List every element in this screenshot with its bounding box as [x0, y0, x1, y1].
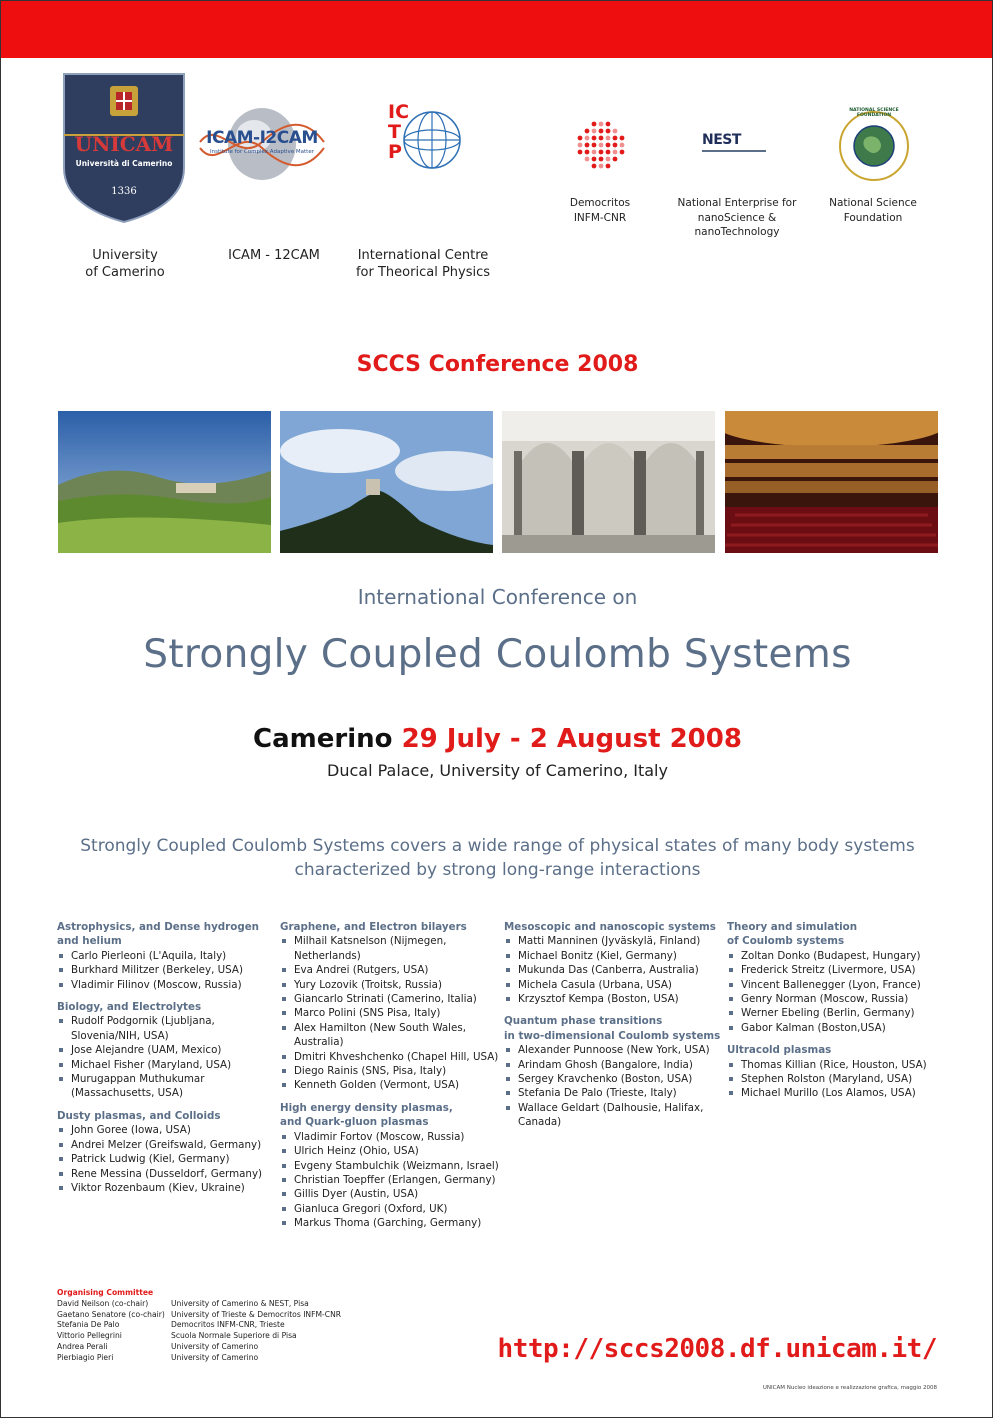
nest-logo-text: NEST	[702, 132, 741, 148]
speaker-item: Rene Messina (Dusseldorf, Germany)	[57, 1167, 282, 1181]
speaker-item: Dmitri Khveshchenko (Chapel Hill, USA)	[280, 1050, 505, 1064]
speaker-item: Vladimir Filinov (Moscow, Russia)	[57, 978, 282, 992]
topic-title: Dusty plasmas, and Colloids	[57, 1109, 221, 1122]
democritos-dot	[578, 136, 583, 141]
committee-name: David Neilson (co-chair)	[57, 1298, 149, 1308]
icam-caption: ICAM - 12CAM	[228, 248, 320, 263]
topic-title: Mesoscopic and nanoscopic systems	[504, 921, 716, 933]
city: Camerino	[253, 724, 393, 754]
speaker-item: Vincent Ballenegger (Lyon, France)	[727, 978, 952, 992]
speakers-column-3	[504, 920, 729, 1130]
speaker-item: Michael Murillo (Los Alamos, USA)	[727, 1086, 952, 1100]
speaker-item: Michela Casula (Urbana, USA)	[504, 978, 729, 992]
unicam-logo	[62, 72, 186, 224]
speaker-item: Giancarlo Strinati (Camerino, Italia)	[280, 992, 505, 1006]
democritos-caption: Democritos INFM-CNR	[569, 197, 631, 224]
speaker-item: Michael Fisher (Maryland, USA)	[57, 1058, 282, 1072]
top-red-band	[1, 1, 992, 58]
democritos-dot	[599, 122, 604, 127]
nest-logo	[702, 132, 770, 156]
speaker-item: Thomas Killian (Rice, Houston, USA)	[727, 1058, 952, 1072]
democritos-dot	[599, 136, 604, 141]
speaker-item: Marco Polini (SNS Pisa, Italy)	[280, 1006, 505, 1020]
speaker-item: Matti Manninen (Jyväskylä, Finland)	[504, 934, 729, 948]
democritos-dot	[620, 143, 625, 148]
topic-title: Biology, and Electrolytes	[57, 1001, 202, 1014]
democritos-dot	[613, 136, 618, 141]
democritos-dot	[613, 129, 618, 134]
committee-row	[57, 1320, 341, 1331]
committee-name: Gaetano Senatore (co-chair)	[57, 1309, 165, 1319]
ictp-caption: International Centre for Theorical Physics	[355, 248, 491, 280]
ictp-logo-text: ICTP	[388, 101, 410, 163]
speaker-list	[57, 1123, 282, 1195]
democritos-dot	[592, 136, 597, 141]
democritos-dot	[599, 157, 604, 162]
democritos-dot	[585, 136, 590, 141]
photo-theatre	[725, 411, 938, 553]
unicam-caption: University of Camerino	[85, 248, 165, 280]
organising-title: Organising Committee	[57, 1288, 154, 1297]
icam-logo-text: ICAM-I2CAM	[206, 128, 318, 148]
democritos-dot	[613, 150, 618, 155]
committee-name: Andrea Perali	[57, 1341, 108, 1351]
conference-tag: SCCS Conference 2008	[356, 352, 639, 377]
democritos-dot	[606, 143, 611, 148]
democritos-dot	[599, 143, 604, 148]
speaker-item: Sergey Kravchenko (Boston, USA)	[504, 1072, 729, 1086]
committee-name: Stefania De Palo	[57, 1320, 120, 1330]
nest-logo-underline	[702, 150, 766, 152]
democritos-dot	[592, 157, 597, 162]
democritos-dot	[606, 157, 611, 162]
nsf-caption: National Science Foundation	[829, 197, 917, 224]
democritos-dot	[585, 157, 590, 162]
democritos-dot	[613, 157, 618, 162]
speaker-list	[727, 1058, 952, 1101]
topic-title: Quantum phase transitions in two-dimensional Coulomb systems	[504, 1015, 721, 1042]
committee-affiliation: Scuola Normale Superiore di Pisa	[171, 1331, 297, 1341]
design-credit: UNICAM Nucleo ideazione e realizzazione grafica, maggio 2008	[762, 1385, 937, 1391]
nsf-logo	[838, 110, 910, 182]
speaker-item: Gabor Kalman (Boston,USA)	[727, 1021, 952, 1035]
speaker-item: John Goree (Iowa, USA)	[57, 1123, 282, 1137]
description: Strongly Coupled Coulomb Systems covers a wide range of physical states of many body systems characterized by strong long-range interactions	[80, 836, 915, 880]
speaker-item: Milhail Katsnelson (Nijmegen, Netherlands)	[280, 934, 505, 963]
unicam-badge-title: UNICAM	[74, 132, 174, 156]
topic-title: Theory and simulation of Coulomb systems	[727, 921, 858, 948]
committee-affiliation: University of Trieste & Democritos INFM-CNR	[171, 1309, 342, 1319]
photo-courtyard	[502, 411, 715, 553]
democritos-dot	[585, 129, 590, 134]
topic-title: Graphene, and Electron bilayers	[280, 921, 467, 933]
speaker-item: Ulrich Heinz (Ohio, USA)	[280, 1144, 505, 1158]
democritos-dot	[599, 150, 604, 155]
committee-affiliation: University of Camerino	[171, 1341, 259, 1351]
speaker-item: Viktor Rozenbaum (Kiev, Ukraine)	[57, 1181, 282, 1195]
democritos-dot	[585, 143, 590, 148]
committee-affiliation: University of Camerino & NEST, Pisa	[171, 1298, 309, 1308]
speaker-item: Gianluca Gregori (Oxford, UK)	[280, 1202, 505, 1216]
speaker-item: Krzysztof Kempa (Boston, USA)	[504, 992, 729, 1006]
democritos-dot	[606, 164, 611, 169]
committee-name: Vittorio Pellegrini	[57, 1331, 122, 1341]
intro-line: International Conference on	[357, 585, 638, 609]
dates: 29 July - 2 August 2008	[401, 724, 742, 754]
speaker-item: Werner Ebeling (Berlin, Germany)	[727, 1006, 952, 1020]
democritos-dot	[606, 129, 611, 134]
committee-affiliation: University of Camerino	[171, 1352, 259, 1362]
democritos-dot	[592, 164, 597, 169]
committee-row	[57, 1353, 341, 1364]
speaker-item: Diego Rainis (SNS, Pisa, Italy)	[280, 1064, 505, 1078]
democritos-dot	[592, 143, 597, 148]
speaker-item: Patrick Ludwig (Kiel, Germany)	[57, 1152, 282, 1166]
speaker-item: Genry Norman (Moscow, Russia)	[727, 992, 952, 1006]
photo-hill-town	[58, 411, 271, 553]
conference-url-link[interactable]: http://sccs2008.df.unicam.it/	[497, 1334, 937, 1364]
unicam-badge-sub: Università di Camerino	[75, 159, 173, 168]
committee-row	[57, 1310, 341, 1321]
speaker-item: Burkhard Militzer (Berkeley, USA)	[57, 963, 282, 977]
speaker-item: Mukunda Das (Canberra, Australia)	[504, 963, 729, 977]
democritos-dot	[592, 129, 597, 134]
speakers-column-4	[727, 920, 952, 1101]
speakers-column-2	[280, 920, 505, 1231]
icam-logo-sub: Institute for Complex Adaptive Matter	[210, 149, 314, 155]
nsf-ring-text: NATIONAL SCIENCE FOUNDATION	[849, 108, 899, 118]
committee-row	[57, 1331, 341, 1342]
speakers-column-1	[57, 920, 282, 1195]
democritos-dot	[620, 150, 625, 155]
organising-committee	[57, 1288, 341, 1364]
democritos-dot	[592, 122, 597, 127]
democritos-dot	[599, 164, 604, 169]
democritos-dot	[578, 143, 583, 148]
icam-logo	[198, 98, 326, 186]
speaker-item: Murugappan Muthukumar (Massachusetts, USA)	[57, 1072, 282, 1101]
speaker-item: Yury Lozovik (Troitsk, Russia)	[280, 978, 505, 992]
committee-name: Pierbiagio Pieri	[57, 1352, 114, 1362]
speaker-item: Jose Alejandre (UAM, Mexico)	[57, 1043, 282, 1057]
speaker-list	[727, 949, 952, 1035]
ictp-logo	[386, 100, 462, 186]
topic-title: Ultracold plasmas	[727, 1044, 832, 1057]
democritos-dot	[578, 150, 583, 155]
committee-row	[57, 1342, 341, 1353]
democritos-dot	[592, 150, 597, 155]
date-line	[0, 724, 995, 754]
speaker-item: Andrei Melzer (Greifswald, Germany)	[57, 1138, 282, 1152]
organising-table	[57, 1299, 341, 1364]
speaker-item: Frederick Streitz (Livermore, USA)	[727, 963, 952, 977]
topic-title: Astrophysics, and Dense hydrogen and helium	[57, 921, 260, 948]
speaker-item: Gillis Dyer (Austin, USA)	[280, 1187, 505, 1201]
speaker-item: Stephen Rolston (Maryland, USA)	[727, 1072, 952, 1086]
democritos-dot	[606, 136, 611, 141]
committee-row	[57, 1299, 341, 1310]
speaker-item: Wallace Geldart (Dalhousie, Halifax, Canada)	[504, 1101, 729, 1130]
speaker-item: Arindam Ghosh (Bangalore, India)	[504, 1058, 729, 1072]
speaker-item: Evgeny Stambulchik (Weizmann, Israel)	[280, 1159, 505, 1173]
democritos-logo	[574, 118, 628, 172]
unicam-badge-year: 1336	[111, 186, 137, 197]
speaker-item: Alexander Punnoose (New York, USA)	[504, 1043, 729, 1057]
democritos-dot	[606, 122, 611, 127]
speaker-list	[57, 949, 282, 992]
topic-title: High energy density plasmas, and Quark-gluon plasmas	[280, 1101, 453, 1129]
democritos-dot	[613, 143, 618, 148]
speaker-item: Stefania De Palo (Trieste, Italy)	[504, 1086, 729, 1100]
conference-title: Strongly Coupled Coulomb Systems	[143, 632, 852, 677]
democritos-dot	[606, 150, 611, 155]
venue: Ducal Palace, University of Camerino, Italy	[327, 761, 668, 780]
nest-caption: National Enterprise for nanoScience & nanoTechnology	[677, 197, 797, 238]
committee-affiliation: Democritos INFM-CNR, Trieste	[171, 1320, 285, 1330]
speaker-list	[504, 934, 729, 1006]
speaker-item: Alex Hamilton (New South Wales, Australia)	[280, 1021, 505, 1050]
democritos-dot	[585, 150, 590, 155]
speaker-item: Kenneth Golden (Vermont, USA)	[280, 1078, 505, 1092]
speaker-item: Zoltan Donko (Budapest, Hungary)	[727, 949, 952, 963]
speaker-list	[504, 1043, 729, 1129]
speaker-item: Eva Andrei (Rutgers, USA)	[280, 963, 505, 977]
speaker-item: Rudolf Podgornik (Ljubljana, Slovenia/NIH, USA)	[57, 1014, 282, 1043]
speaker-item: Christian Toepffer (Erlangen, Germany)	[280, 1173, 505, 1187]
speaker-item: Michael Bonitz (Kiel, Germany)	[504, 949, 729, 963]
speaker-item: Vladimir Fortov (Moscow, Russia)	[280, 1130, 505, 1144]
speaker-list	[57, 1014, 282, 1100]
photo-castle-hill	[280, 411, 493, 553]
speaker-list	[280, 934, 505, 1092]
speaker-item: Markus Thoma (Garching, Germany)	[280, 1216, 505, 1230]
speaker-item: Carlo Pierleoni (L'Aquila, Italy)	[57, 949, 282, 963]
democritos-dot	[599, 129, 604, 134]
speaker-list	[280, 1130, 505, 1231]
democritos-dot	[620, 136, 625, 141]
